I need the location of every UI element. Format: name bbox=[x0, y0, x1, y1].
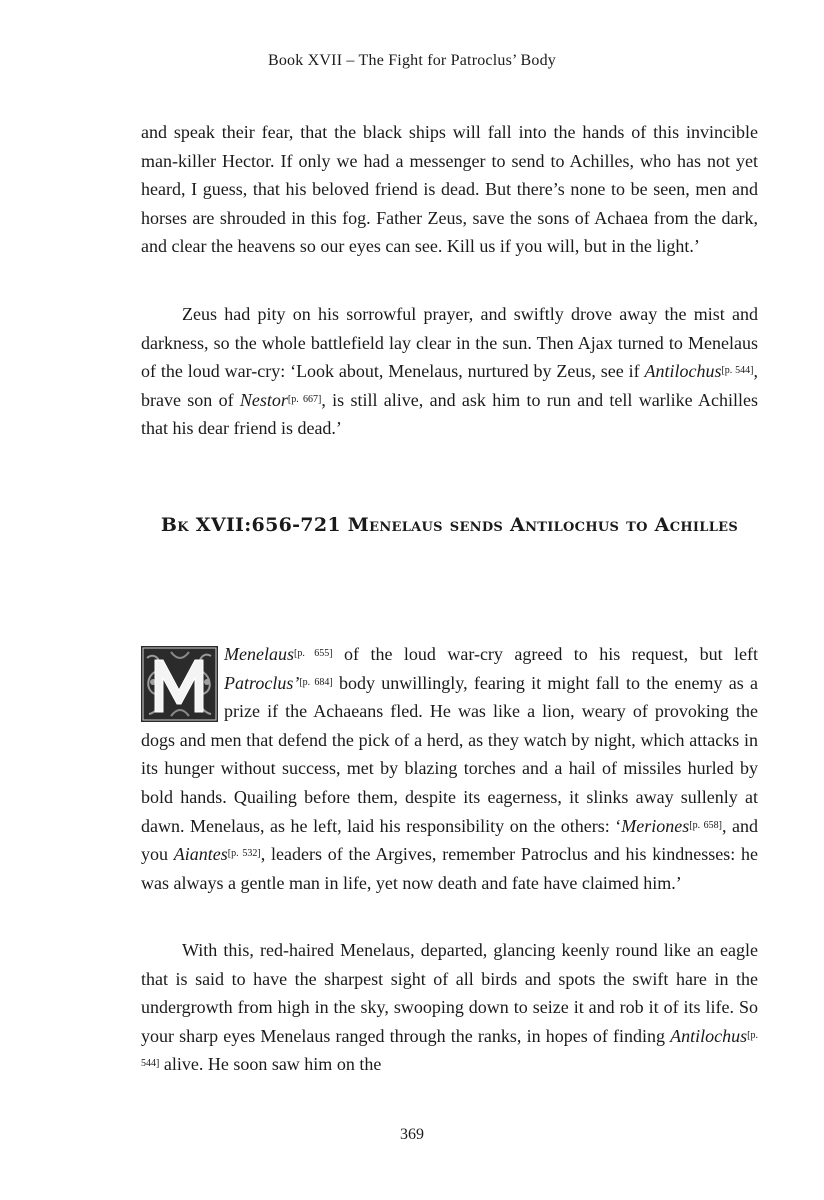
paragraph-3-text-b: body unwillingly, fearing it might fall to the enemy as a prize if the Achaeans fled. He was like a lion, weary of provoking the dogs and men that defend the pick of a herd, as they watch by night, which attacks in its hunger without success, met by blazing torches and a hail of missiles hurled by bold hands. Quailing before them, despite its eagerness, it slinks away sullenly at dawn. Menelaus, as he left, laid his responsibility on the others: ‘ bbox=[141, 672, 758, 836]
page-ref[interactable]: [p. 655] bbox=[293, 648, 333, 659]
paragraph-3-text-c: , and you bbox=[141, 815, 758, 865]
page-ref[interactable]: [p. 667] bbox=[287, 393, 322, 405]
dropcap-ornament bbox=[141, 646, 218, 722]
ornamental-initial-icon bbox=[141, 646, 218, 722]
paragraph-2-text-b: , brave son of bbox=[141, 361, 758, 410]
link-aiantes[interactable]: Aiantes bbox=[173, 844, 228, 865]
paragraph-3 bbox=[141, 640, 758, 897]
page-ref[interactable]: [p. 658] bbox=[689, 819, 722, 831]
link-nestor[interactable]: Nestor bbox=[239, 389, 288, 410]
link-menelaus[interactable]: Menelaus bbox=[224, 644, 294, 664]
paragraph-4 bbox=[141, 936, 758, 1079]
paragraph-3-text-d: , leaders of the Argives, remember Patroclus and his kindnesses: he was always a gentle man in life, yet now death and fate have claimed him.’ bbox=[141, 844, 758, 893]
page-ref[interactable]: [p. 544] bbox=[721, 365, 754, 377]
link-antilochus[interactable]: Antilochus bbox=[644, 361, 722, 382]
page-ref[interactable]: [p. 544] bbox=[141, 1029, 758, 1070]
page-number: 369 bbox=[400, 1126, 424, 1143]
paragraph-4-text-a: With this, red-haired Menelaus, departed, glancing keenly round like an eagle that is said to have the sharpest sight of all birds and spots the swift hare in the undergrowth from high in the sky, swooping down to seize it and rob it of its life. So your sharp eyes Menelaus ranged through the ranks, in hopes of finding bbox=[141, 940, 758, 1046]
paragraph-3-text-a: of the loud war-cry agreed to his request, but left bbox=[332, 644, 758, 664]
paragraph-1: and speak their fear, that the black ships will fall into the hands of this invincible man-killer Hector. If only we had a messenger to send to Achilles, who has not yet heard, I guess, that his beloved friend is dead. But there’s none to be seen, men and horses are shrouded in this fog. Father Zeus, save the sons of Achaea from the dark, and clear the heavens so our eyes can see. Kill us if you will, but in the light.’ bbox=[141, 122, 758, 257]
running-header: Book XVII – The Fight for Patroclus’ Body bbox=[267, 52, 557, 69]
paragraph-2-text-c: , is still alive, and ask him to run and tell warlike Achilles that his dear friend is dead.’ bbox=[141, 389, 758, 439]
link-meriones[interactable]: Meriones bbox=[621, 815, 690, 836]
section-heading: Bk XVII:656-721 Menelaus sends Antilochus to Achilles bbox=[160, 514, 739, 536]
paragraph-4-text-b: alive. He soon saw him on the bbox=[159, 1054, 382, 1075]
page-ref[interactable]: [p. 532] bbox=[227, 848, 261, 860]
paragraph-2 bbox=[141, 300, 758, 443]
paragraph-2-text-a: Zeus had pity on his sorrowful prayer, and swiftly drove away the mist and darkness, so the whole battlefield lay clear in the sun. Then Ajax turned to Menelaus of the loud war-cry: ‘Look about, Menelaus, nurtured by Zeus, see if bbox=[141, 304, 758, 382]
link-patroclus[interactable]: Patroclus’ bbox=[224, 672, 300, 693]
page-ref[interactable]: [p. 684] bbox=[299, 676, 333, 688]
link-antilochus[interactable]: Antilochus bbox=[670, 1025, 748, 1046]
